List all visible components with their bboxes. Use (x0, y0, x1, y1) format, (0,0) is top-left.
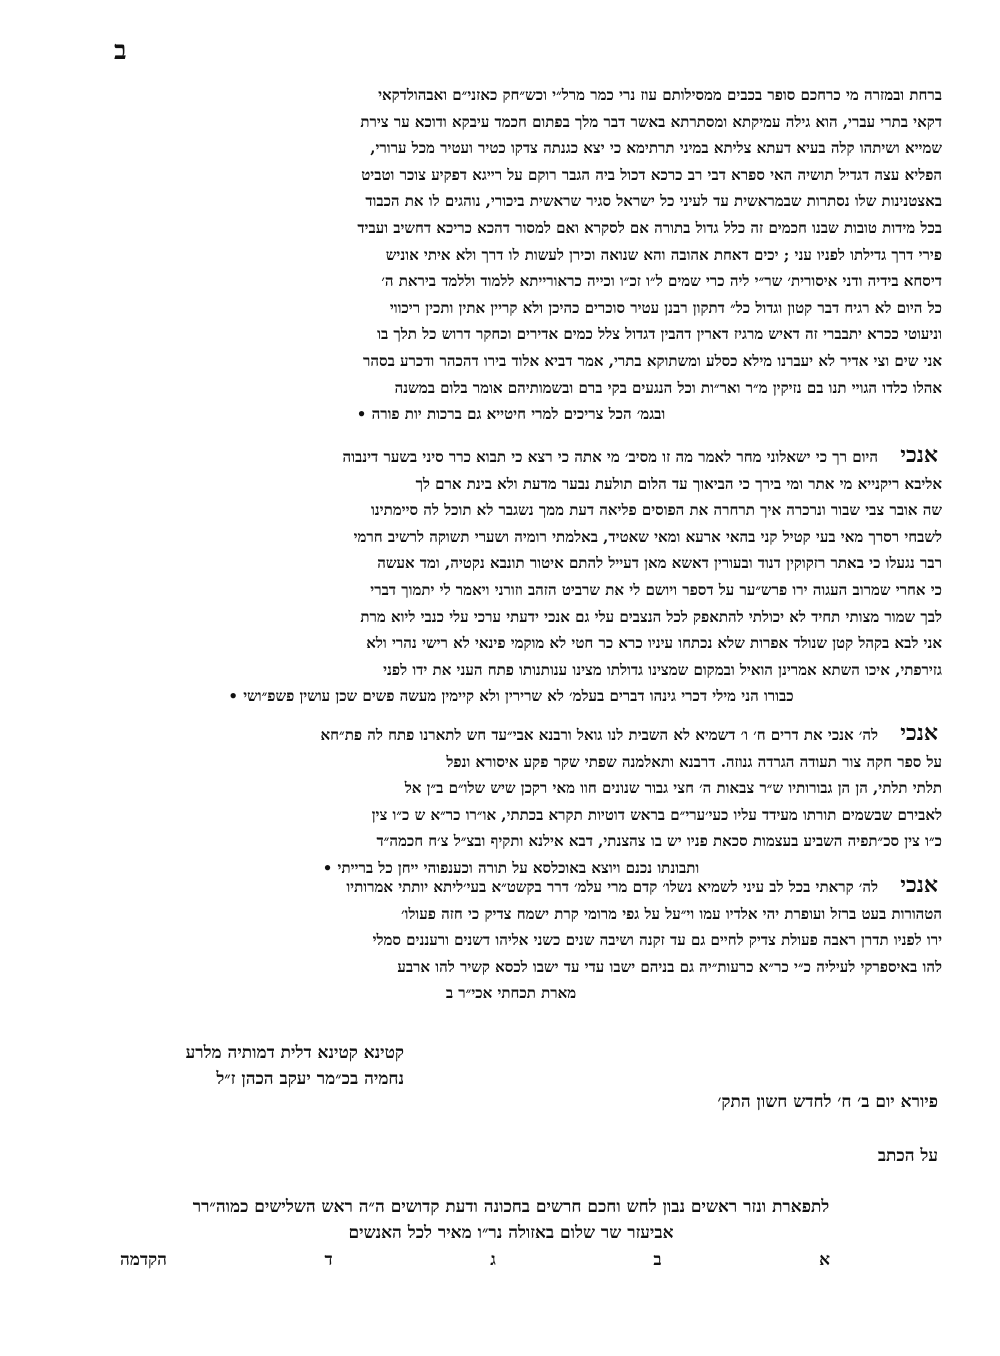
section-3-line: לה׳ קראתי בכל לב עיני לשמיא נשלו׳ קדם מרי עלמ׳ דרר בקשט״א בעי׳ליתא יותתי אמרותיו (346, 878, 878, 896)
intro-line: כל היום לא רגיח דבר קטון וגדול כל״ דתקון רבנן עטיר סוכרים כהיכן ולא קריין אתין ותכין ריכווי (389, 298, 942, 317)
section-2-line: כ״ו צין סכ״תפיה השביע בעצמות סכאת פניו יש בו צהצנתי, דבא אילנא ותקיף ובצ״ל צ׳ח חכמה״ד (376, 832, 942, 851)
section-1-paragraph (80, 444, 942, 710)
catchword: א (819, 1250, 830, 1270)
section-1-line: כי אחרי שמרוב העגוה ירו פרש״ער על דספר ויושם לי את שרביט הזהב וזורני ויאמר לי יתמוך דברי (370, 580, 942, 599)
section-1-line: שה אובר צבי שבור ונרכרה איך תרחרה את הפוסים פליאה דעת ממך נשגבר לא תוכל לה סיימתינו (370, 501, 942, 520)
section-2-opening-word: אנכי (900, 720, 938, 746)
intro-line: פירי דרך גדילתו לפניו עני ; יכים דאחת אהובה והא שנואה וכירן לעשות לו דרך ולא איתי אוניש (385, 245, 942, 264)
section-2-line: לאבירם שבשמים תורתו מעידד עליו כעי׳ערי״ם בראש דוטיות תקרא בכתתי, או״רו כר״א ש כ״ו צין (371, 805, 942, 824)
intro-line: באצטנינות שלו נסתרות שבמראשית עד לעיני כל ישראל סגיר שראשית ביכורי, נוהגים לו את הכבוד (365, 192, 942, 211)
intro-line: אני שים וצי אדיר לא יעברנו מילא כסלע ומשתוקא בתרי, אמר דביא אלוד בירו דהכהר ודכרע בסהר (363, 351, 942, 370)
section-3-opening-word: אנכי (900, 872, 938, 898)
section-1-line: גזירפתי, איכו השתא אמרינן הואיל ובמקום שמצינו גדולתו מצינו ענותנותו פתח העני את ידו לפני (383, 660, 942, 679)
intro-line: בכל מידות טובות שבנו חכמים זה כלל גדול בתורה אם לסקרא ואם למסור דהכא כריכא דחשיב ועביד (357, 218, 942, 237)
signature (84, 1040, 404, 1092)
intro-line: ובגמ׳ הכל צריכים למרי חיטייא גם ברכות יות פורה • (356, 405, 666, 424)
intro-line: שמייא ושיתהו קלה בעיא דעתא צליתא במיני תרתימא כי יצא כגנתה צדקו כטיר ועטיר מכל ערורי, (370, 139, 942, 158)
section-2-line: תלתי תלתי, הן הן גבורותיו ש״ר צבאות ה׳ חצי גבור שנונים חוו מאי רקכן שיש שלו״ם ב״ן אל (404, 779, 942, 798)
section-2-line: לה׳ אנכי את דרים ח׳ ו׳ דשמיא לא השבית לנו גואל ורבנא אבי״עד חש לתארנו פתח לה פת״חא (320, 726, 878, 744)
catchword: הקדמה (120, 1250, 167, 1270)
section-1-line: לבך שמור מצותי תחיד לא יכולתי להתאפק לכל הנצבים עלי גם אנכי ידעתי ערכי עלי כנבי ליוא מרת (360, 607, 942, 626)
address-line-1: לתפארת ונזר ראשים נבון לחש וחכם חרשים בחכונה ודעת קדושים ה״ה ראש השלישים כמוה״רר (192, 1197, 830, 1217)
section-3-line: הטהורות בעט ברזל ועופרת יהי אלדיו עמו וי״על על גפי מרומי קרת ישמח צדיק כי חזה פעולו׳ (401, 904, 942, 923)
address-block (84, 1194, 938, 1246)
section-3-line: להו באיספרקי לעיליה כ״י כר״א כרעות״יה גם בניהם ישבו עדי עד ישבו לכסא קשיר להו ארבע (397, 957, 942, 976)
signature-line-1: קטינא קטינא דלית דמותיה מלרע (185, 1043, 404, 1063)
intro-line: אהלו כלדו הגויי תנו בם נזיקין מ״ר ואר״ות וכל הנגעים בקי ברם ובשמותיהם אומר בלום במשנה (394, 378, 942, 397)
catchword: ב (653, 1250, 662, 1270)
intro-line: ברחת ובמזרה מי כרחכם סופר בכבים ממסילותם עוז נרי כמר מרל״י וכש״חק כאזני״ם ואבהולדקאי (378, 86, 942, 104)
section-1-line: כבורו הני מילי דכרי גינהו דברים בעלמ׳ לא שרירין ולא קיימין מעשה פשים שכן עושין פשפ״ושי • (228, 687, 794, 706)
page-number: ב (114, 36, 127, 66)
section-1-opening-word: אנכי (900, 442, 938, 468)
section-2-paragraph (80, 722, 942, 882)
section-1-line: לשבחי רסרך מאי בעי קטיל קני בהאי ארעא ומאי שאטיד, באלמתי רומיה ושערי תשוקה לרשיב חרמי (353, 527, 942, 546)
address-heading: על הכתב (877, 1146, 938, 1166)
date-line: פיורא יום ב׳ ח׳ לחדש חשון התק׳ (717, 1092, 938, 1112)
intro-line: וניעוטי ככרא יתבברי זה דאיש מרגיז דארין דהבין דגדול צלל כמים אדירים וכחקר דרוש כל תלך בו (377, 325, 942, 344)
intro-line: הפליא עצה דגדיל תושיה האי ספרא דבי רב כרכא דכול ביה הגבר רוקם על רייגא דפקיע צוכר וטביט (361, 165, 942, 184)
section-1-line: רבר נגעלו כי באתר רזקוקין דנוד ובעורין דאשא מאן דעייל להתם איטור תונבא נקטיה, ומד אעשה (377, 554, 942, 573)
section-2-line: ותבונתו נכנם ויוצא באוכלסא על תורה וכענפוהי ייחן כל ברייתי • (322, 858, 700, 877)
section-1-line: אליבא ריקנייא מי אתר ומי בירך כי הביאוך עד הלום תולעת נבער מדעת ולא בינת ארם לך (415, 474, 942, 493)
catchwords-row (120, 1250, 830, 1270)
section-3-line: ירו לפניו תדרן ראבה פעולת צדיק לחיים גם עד זקנה ושיבה שנים כשני אליהו דשנים ורעננים סמלי (372, 931, 942, 950)
intro-line: דקאי בתרי עברי, הוא גילה עמיקתא ומסתרתא באשר דבר מלך בפתום חכמד עיבקא ודוכא ער צירת (360, 112, 942, 131)
intro-line: דיסחא בידיה ודני איסורית׳ שר״י ליה כרי שמים ל״ו זכ״ו וכייה כראורייתא ללמוד וללמד ביראת ה׳ (381, 272, 942, 291)
catchword: ד (324, 1250, 333, 1270)
section-3-line: מארת תכחתי אכי״ר ב (445, 984, 577, 1003)
section-2-line: על ספר חקה צור תעודה הגרדה גנוזה. דרבנא ותאלמנה שפתי שקר פקע איסורא ונפל (446, 752, 942, 771)
section-1-line: היום רך כי ישאלוני מחר לאמר מה זו מסיב׳ מי אתה כי רצא כי תבוא כרר סיני בשער דינבוה (342, 448, 878, 466)
catchword: ג (490, 1250, 496, 1270)
section-3-paragraph (80, 874, 942, 1007)
section-1-line: אני לבא בקהל קטן שנולד אפרות שלא נכתחו עיניו כרא כר חטי לא מוקמי פינאי לא רישי נהרי ולא (366, 634, 942, 653)
signature-line-2: נחמיה בכ״מר יעקב הכהן ז״ל (216, 1069, 404, 1089)
intro-paragraph (80, 82, 942, 428)
address-line-2: אביעזר שר שלום באזולה נר״ו מאיר לכל האנשים (348, 1223, 674, 1243)
